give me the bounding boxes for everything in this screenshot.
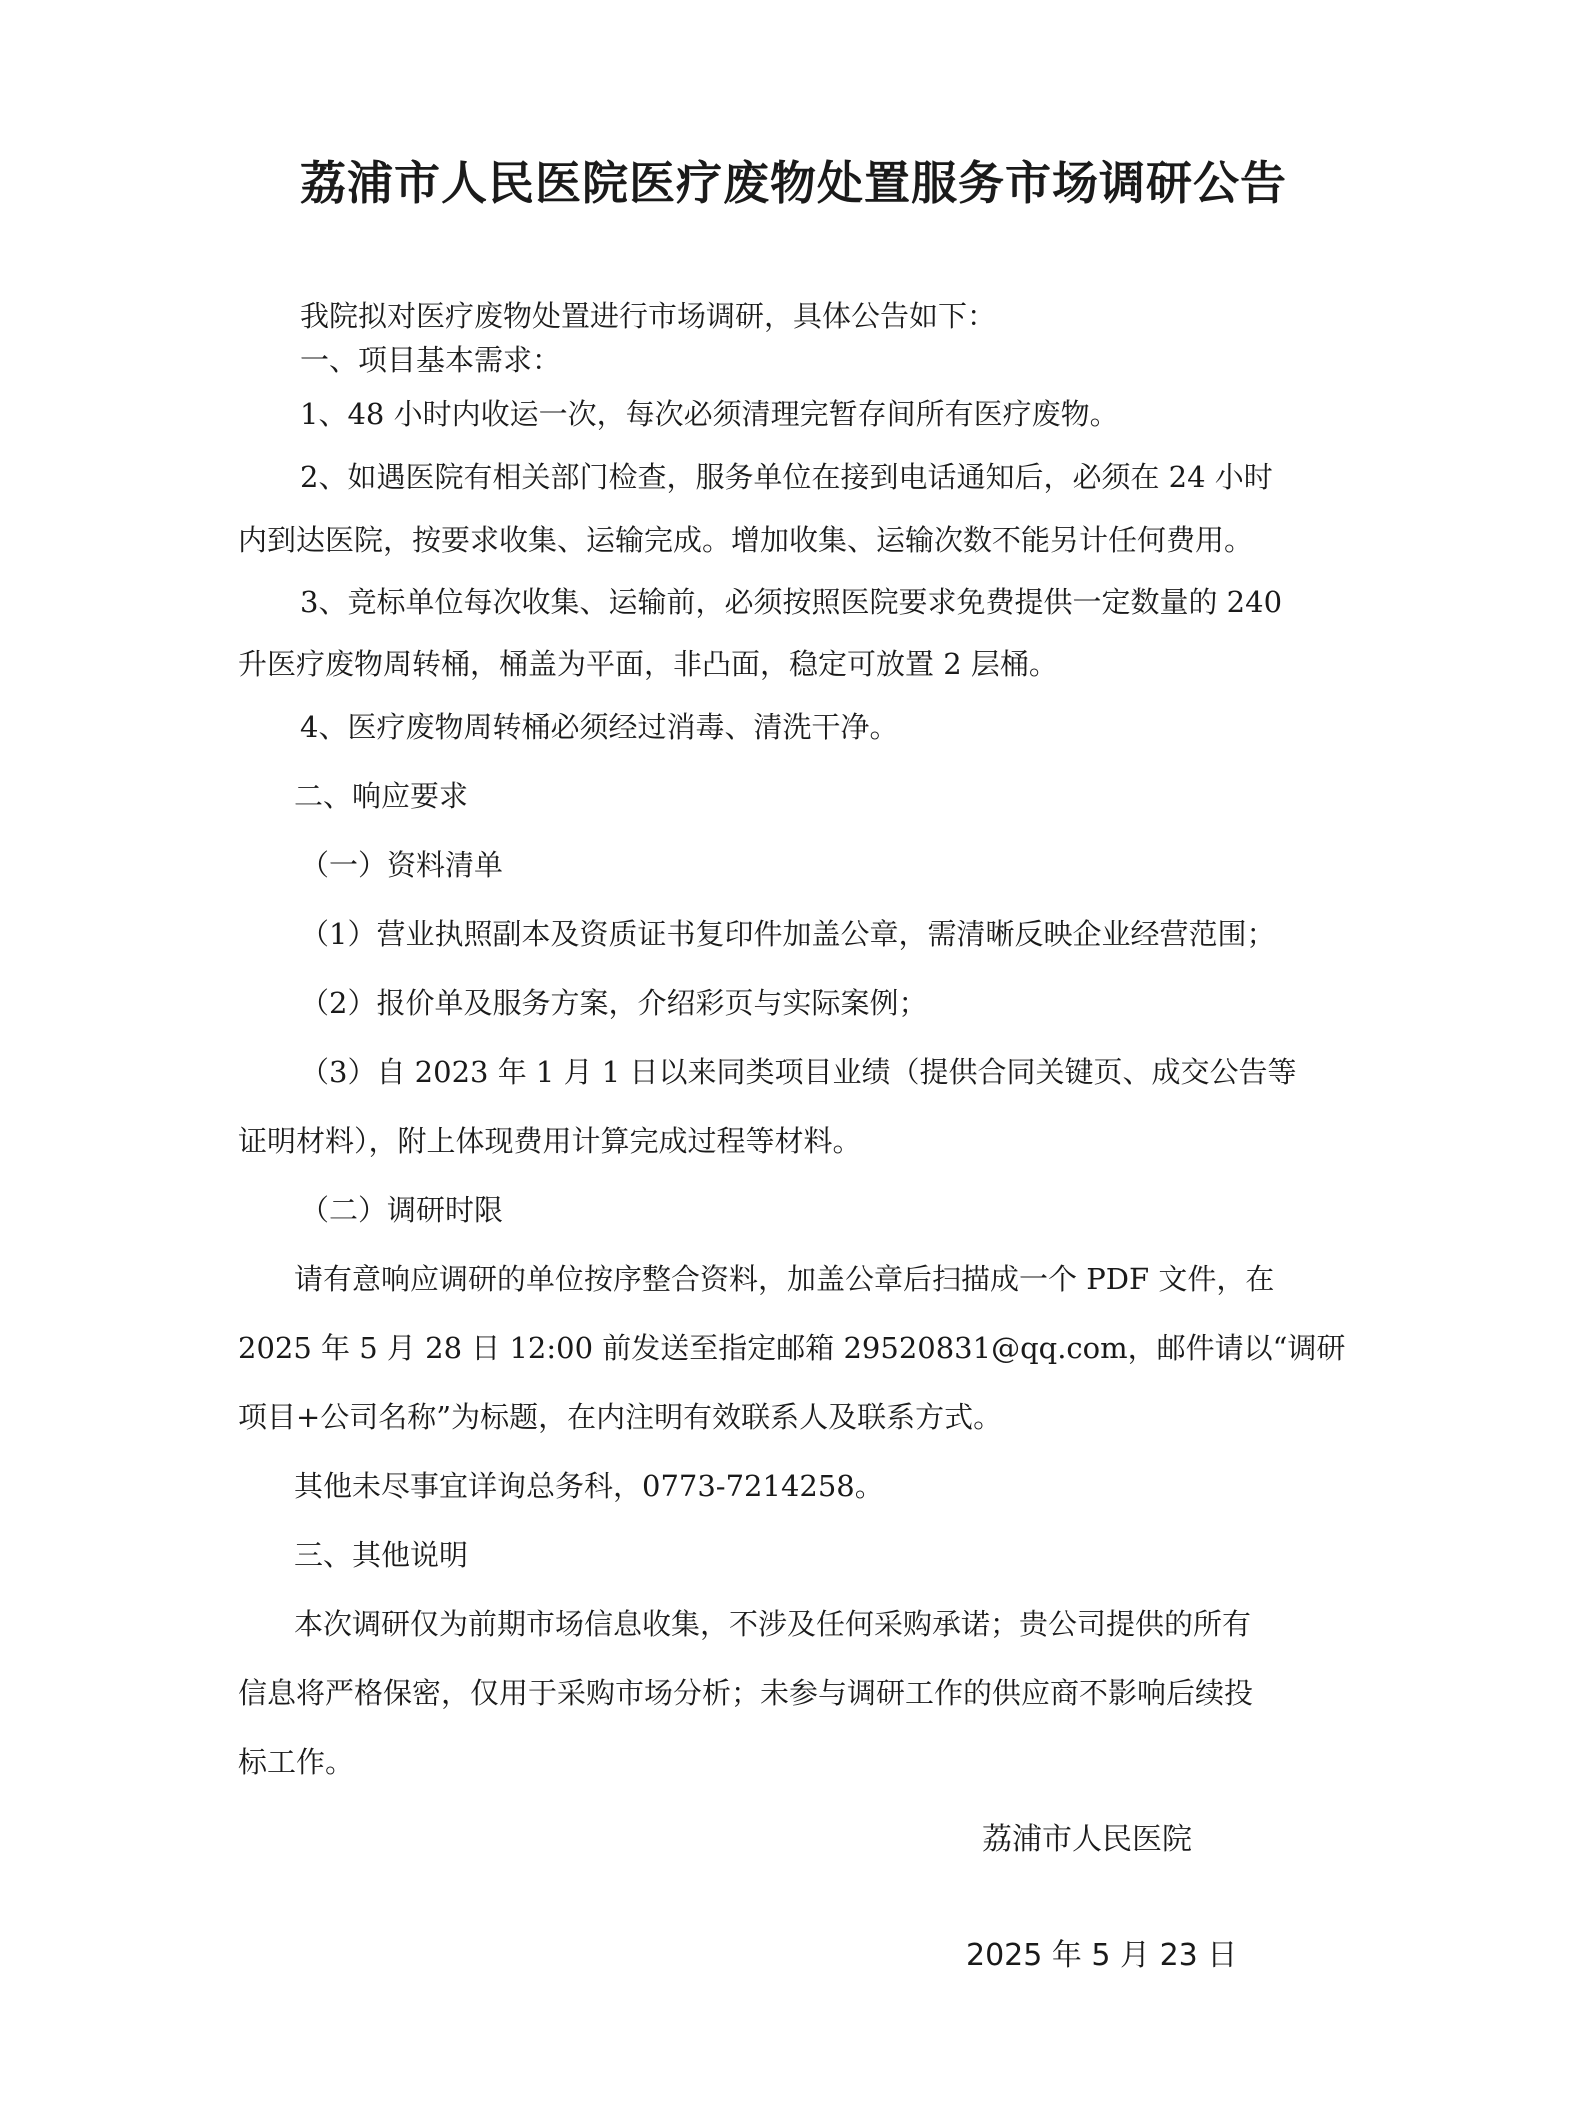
deadline-line-2: 2025 年 5 月 28 日 12:00 前发送至指定邮箱 29520831@qq.com，邮件请以“调研	[238, 1331, 1346, 1365]
requirement-item-2-line-1: 2、如遇医院有相关部门检查，服务单位在接到电话通知后，必须在 24 小时	[300, 460, 1273, 494]
requirement-item-4: 4、医疗废物周转桶必须经过消毒、清洗干净。	[300, 710, 899, 744]
section-1-heading: 一、项目基本需求：	[300, 343, 562, 377]
requirement-item-1: 1、48 小时内收运一次，每次必须清理完暂存间所有医疗废物。	[300, 397, 1119, 431]
material-item-3-line-1: （3）自 2023 年 1 月 1 日以来同类项目业绩（提供合同关键页、成交公告等	[300, 1055, 1297, 1089]
page-title: 荔浦市人民医院医疗废物处置服务市场调研公告	[300, 156, 1287, 210]
contact-info: 其他未尽事宜详询总务科，0773-7214258。	[294, 1469, 884, 1503]
requirement-item-3-line-2: 升医疗废物周转桶，桶盖为平面，非凸面，稳定可放置 2 层桶。	[238, 647, 1058, 681]
requirement-item-2-line-2: 内到达医院，按要求收集、运输完成。增加收集、运输次数不能另计任何费用。	[238, 523, 1254, 557]
subsection-materials-heading: （一）资料清单	[300, 848, 504, 882]
note-line-2: 信息将严格保密，仅用于采购市场分析；未参与调研工作的供应商不影响后续投	[238, 1676, 1254, 1710]
deadline-line-3: 项目+公司名称”为标题，在内注明有效联系人及联系方式。	[238, 1400, 1003, 1434]
material-item-1: （1）营业执照副本及资质证书复印件加盖公章，需清晰反映企业经营范围；	[300, 917, 1276, 951]
intro-paragraph: 我院拟对医疗废物处置进行市场调研，具体公告如下：	[300, 299, 997, 333]
material-item-2: （2）报价单及服务方案，介绍彩页与实际案例；	[300, 986, 928, 1020]
signature-date: 2025 年 5 月 23 日	[966, 1938, 1238, 1973]
deadline-line-1: 请有意响应调研的单位按序整合资料，加盖公章后扫描成一个 PDF 文件，在	[294, 1262, 1275, 1296]
signature-organization: 荔浦市人民医院	[982, 1822, 1192, 1857]
subsection-deadline-heading: （二）调研时限	[300, 1193, 504, 1227]
material-item-3-line-2: 证明材料），附上体现费用计算完成过程等材料。	[238, 1124, 862, 1158]
section-2-heading: 二、响应要求	[294, 779, 469, 813]
note-line-3: 标工作。	[238, 1745, 355, 1779]
requirement-item-3-line-1: 3、竞标单位每次收集、运输前，必须按照医院要求免费提供一定数量的 240	[300, 585, 1283, 619]
section-3-heading: 三、其他说明	[294, 1538, 469, 1572]
note-line-1: 本次调研仅为前期市场信息收集，不涉及任何采购承诺；贵公司提供的所有	[294, 1607, 1252, 1641]
